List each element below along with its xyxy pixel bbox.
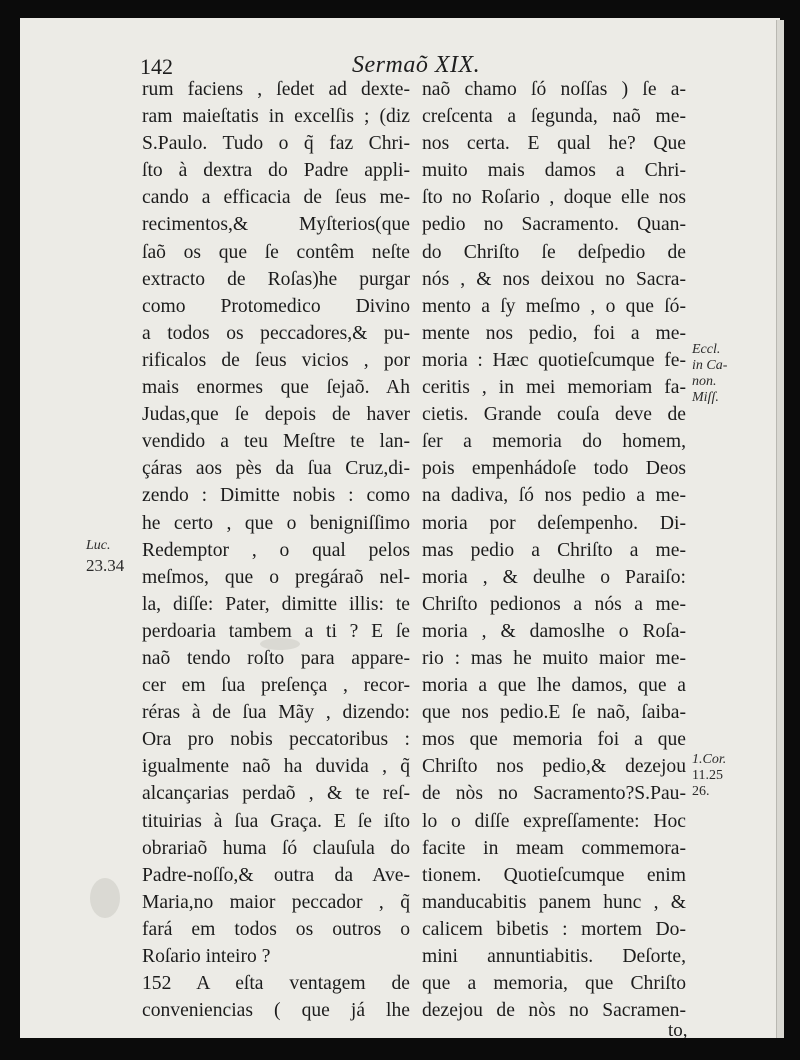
margin-note-cor (692, 752, 726, 800)
text-line: çáras aos pès da ſua Cruz,di- (142, 458, 410, 480)
text-line: igualmente naõ ha duvida , q̃ (142, 756, 410, 778)
margin-cor-line-3: 26. (692, 784, 710, 799)
text-line: Ora pro nobis peccatoribus : (142, 729, 410, 751)
text-line: moria , & deulhe o Paraiſo: (422, 566, 686, 588)
text-line: conveniencias ( que já lhe (142, 1000, 410, 1022)
left-column (142, 76, 410, 1024)
text-line: muito mais damos a Chri- (422, 160, 686, 182)
text-line: Chriſto nos pedio,& dezejou (422, 756, 686, 778)
margin-note-eccl (692, 342, 727, 406)
text-line: obrariaõ huma ſó clauſula do (142, 837, 410, 859)
text-line: Maria,no maior peccador , q̃ (142, 891, 410, 913)
text-line: do Chriſto ſe deſpedio de (422, 241, 686, 263)
text-line: réras à de ſua Mãy , dizendo: (142, 702, 410, 724)
margin-eccl-line-2: in Ca- (692, 358, 728, 373)
text-line: mento a ſy meſmo , o que ſó- (422, 295, 686, 317)
text-line: mini annuntiabitis. Deſorte, (422, 946, 686, 967)
text-line: lo o diſſe expreſſamente: Hoc (422, 810, 686, 832)
page-edge (776, 20, 784, 1038)
text-line: moria , & damoslhe o Roſa- (422, 620, 686, 642)
text-line: Padre-noſſo,& outra da Ave- (142, 864, 410, 886)
text-line: naõ chamo ſó noſſas ) ſe a- (422, 79, 686, 100)
text-line: meſmos, que o pregáraõ nel- (142, 566, 410, 588)
margin-cor-line-2: 11.25 (692, 768, 723, 783)
text-line: extracto de Roſas)he purgar (142, 268, 410, 290)
text-line: ceritis , in mei memoriam fa- (422, 377, 686, 399)
text-line: perdoaria tambem a ti ? E ſe (142, 620, 410, 642)
text-line: alcançarias perdaõ , & te reſ- (142, 783, 410, 805)
text-line: Judas,que ſe depois de haver (142, 404, 410, 426)
text-line: zendo : Dimitte nobis : como (142, 485, 410, 507)
text-line: como Protomedico Divino (142, 295, 410, 317)
text-line: cer em ſua preſença , recor- (142, 675, 410, 697)
text-line: mente nos pedio, foi a me- (422, 322, 686, 344)
margin-luc-number: 23.34 (86, 556, 125, 575)
text-line: que a memoria, que Chriſto (422, 973, 686, 995)
text-line: fará em todos os outros o (142, 918, 410, 940)
text-line: la, diſſe: Pater, dimitte illis: te (142, 593, 410, 615)
margin-cor-line-1: 1.Cor. (692, 752, 727, 767)
page-number: 142 (140, 54, 173, 79)
text-line: Roſario inteiro ? (142, 946, 271, 967)
text-line: he certo , que o benigniſſimo (142, 512, 410, 534)
text-line: mais enormes que ſejaõ. Ah (142, 377, 410, 399)
text-line: creſcenta a ſegunda, naõ me- (422, 106, 686, 128)
right-column (422, 76, 686, 1024)
text-line: pedio no Sacramento. Quan- (422, 214, 686, 236)
text-line: moria : Hæc quotieſcumque fe- (422, 349, 686, 371)
text-line: de nòs no Sacramento?S.Pau- (422, 783, 686, 805)
text-line: naõ tendo roſto para appare- (142, 647, 410, 669)
text-line: Redemptor , o qual pelos (142, 539, 410, 561)
margin-eccl-line-1: Eccl. (692, 342, 721, 357)
text-line: na dadiva, ſó nos pedio a me- (422, 485, 686, 507)
text-line: ſaõ os que ſe contêm neſte (142, 241, 410, 263)
text-line: tionem. Quotieſcumque enim (422, 864, 686, 886)
margin-eccl-line-3: non. (692, 374, 717, 389)
text-line: nos certa. E qual he? Que (422, 133, 686, 155)
text-line: a todos os peccadores,& pu- (142, 322, 410, 344)
text-line: ſto à dextra do Padre appli- (142, 160, 410, 182)
text-line: manducabitis panem hunc , & (422, 891, 686, 913)
text-line: ſer a memoria do homem, (422, 431, 686, 453)
text-line: recimentos,& Myſterios(que (142, 214, 410, 236)
running-head: Sermaõ XIX. (352, 52, 481, 78)
text-line: S.Paulo. Tudo o q̃ faz Chri- (142, 133, 410, 155)
margin-luc-label: Luc. (86, 538, 111, 553)
text-line: tituirias à ſua Graça. E ſe iſto (142, 810, 410, 832)
text-line: rio : mas he muito maior me- (422, 647, 686, 669)
margin-eccl-line-4: Miſſ. (692, 390, 719, 405)
text-line: nós , & nos deixou no Sacra- (422, 268, 686, 290)
text-line: cando a efficacia de ſeus me- (142, 187, 410, 209)
text-line: cietis. Grande couſa deve de (422, 404, 686, 426)
text-line: vendido a teu Meſtre te lan- (142, 431, 410, 453)
text-line: rificalos de ſeus vicios , por (142, 349, 410, 371)
text-line: pois empenhádoſe todo Deos (422, 458, 686, 480)
text-line: que nos pedio.E ſe naõ, ſaiba- (422, 702, 686, 724)
text-line: calicem bibetis : mortem Do- (422, 918, 686, 940)
text-line: moria por deſempenho. Di- (422, 512, 686, 534)
text-line: ram maieſtatis in excelſis ; (diz (142, 106, 410, 128)
text-line: ſto no Roſario , doque elle nos (422, 187, 686, 209)
text-line: mas pedio a Chriſto a me- (422, 539, 686, 561)
text-line: facite in meam commemora- (422, 837, 686, 859)
book-page (20, 18, 780, 1038)
margin-note-luc (86, 538, 124, 574)
text-line: rum faciens , ſedet ad dexte- (142, 79, 410, 100)
text-line: mos que memoria foi a que (422, 729, 686, 751)
catchword: to, (668, 1020, 688, 1038)
text-line: dezejou de nòs no Sacramen- (422, 1000, 686, 1022)
text-line: Chriſto pedionos a nós a me- (422, 593, 686, 615)
text-line: moria a que lhe damos, que a (422, 675, 686, 697)
text-line: 152 A eſta ventagem de (142, 973, 410, 995)
